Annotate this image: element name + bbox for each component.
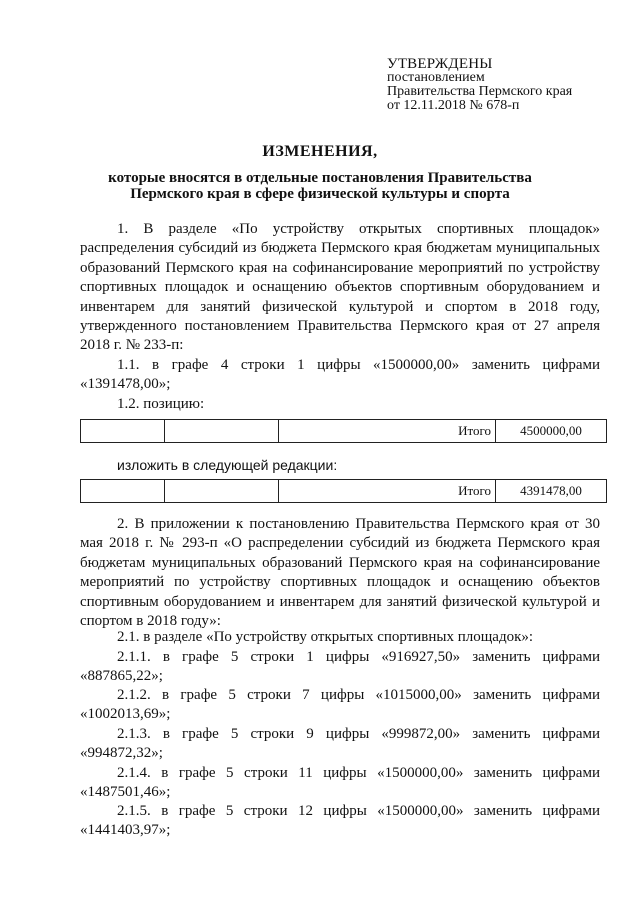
document-title — [0, 144, 640, 202]
paragraph-1: 1. В разделе «По устройству открытых спортивных площадок» распределения субсидий из бюджета Пермского края бюджетам муниципальных образований Пермского края на софинансирование мероприятий по устройству спортивных площадок и оснащению объектов спортивным оборудованием и инвентарем для занятий физической культурой и спортом в 2018 году, утвержденного постановлением Правительства Пермского края от 27 апреля 2018 г. № 233-п: — [80, 221, 600, 354]
paragraph-1-1: 1.1. в графе 4 строки 1 цифры «1500000,00» заменить цифрами «1391478,00»; — [80, 357, 600, 393]
paragraph-2-1-4: 2.1.4. в графе 5 строки 11 цифры «1500000,00» заменить цифрами «1487501,46»; — [80, 765, 600, 801]
table-cell — [165, 480, 279, 503]
total-label: Итого — [279, 420, 496, 443]
approval-line: Правительства Пермского края — [387, 84, 573, 99]
table-row — [81, 420, 607, 443]
total-label: Итого — [279, 480, 496, 503]
title-subtitle: которые вносятся в отдельные постановления Правительства — [108, 170, 532, 186]
total-table-new — [80, 479, 607, 503]
approval-heading: УТВЕРЖДЕНЫ — [387, 56, 493, 72]
paragraph-2: 2. В приложении к постановлению Правительства Пермского края от 30 мая 2018 г. № 293-п «О распределении субсидий из бюджета Пермского края бюджетам муниципальных образований Пермского края на софинансирование мероприятий по устройству спортивных площадок и оснащению объектов спортивным оборудованием и инвентарем для занятий физической культурой и спортом в 2018 году»: — [80, 516, 600, 630]
paragraph-1-2: 1.2. позицию: — [117, 396, 205, 412]
title-main: ИЗМЕНЕНИЯ, — [262, 143, 378, 160]
table-cell — [81, 420, 165, 443]
paragraph-2-1-5: 2.1.5. в графе 5 строки 12 цифры «1500000,00» заменить цифрами «1441403,97»; — [80, 803, 600, 839]
paragraph-2-1: 2.1. в разделе «По устройству открытых спортивных площадок»: — [117, 629, 534, 645]
total-value: 4391478,00 — [496, 480, 607, 503]
approval-line: постановлением — [387, 70, 485, 85]
total-table-old — [80, 419, 607, 443]
paragraph-2-1-3: 2.1.3. в графе 5 строки 9 цифры «999872,00» заменить цифрами «994872,32»; — [80, 726, 600, 762]
table-row — [81, 480, 607, 503]
approval-date: от 12.11.2018 № 678-п — [387, 98, 520, 113]
title-subtitle: Пермского края в сфере физической культуры и спорта — [130, 186, 510, 202]
approval-stamp — [387, 57, 572, 113]
total-value: 4500000,00 — [496, 420, 607, 443]
table-cell — [81, 480, 165, 503]
paragraph-2-1-1: 2.1.1. в графе 5 строки 1 цифры «916927,50» заменить цифрами «887865,22»; — [80, 649, 600, 685]
table-cell — [165, 420, 279, 443]
paragraph-2-1-2: 2.1.2. в графе 5 строки 7 цифры «1015000,00» заменить цифрами «1002013,69»; — [80, 687, 600, 723]
paragraph-1-3: изложить в следующей редакции: — [117, 457, 338, 473]
